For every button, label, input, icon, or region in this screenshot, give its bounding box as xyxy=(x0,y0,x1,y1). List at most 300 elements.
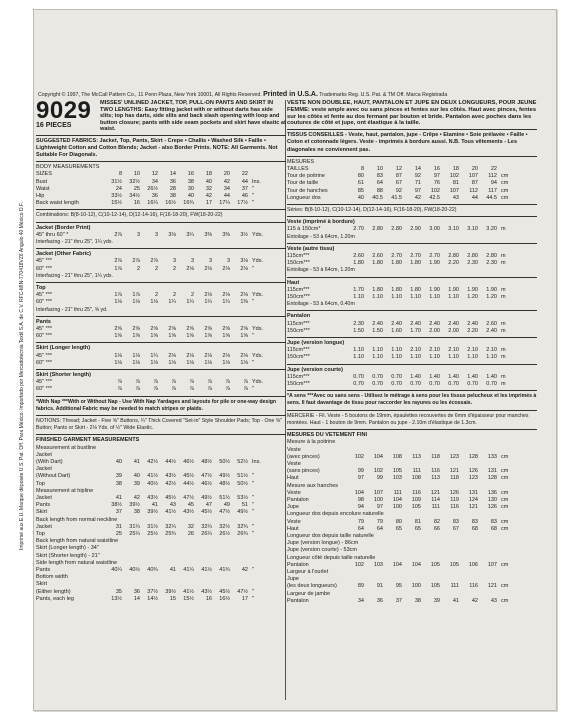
measure-values xyxy=(345,374,497,381)
measure-value: 1¼ xyxy=(204,299,212,306)
measure-values xyxy=(345,260,497,267)
measure-row xyxy=(287,562,537,569)
measure-value: 16½ xyxy=(165,200,176,207)
measure-value: 43 xyxy=(169,502,176,509)
measure-unit: Yds. xyxy=(252,379,264,386)
measure-value: 25½ xyxy=(147,531,158,538)
measure-value: 1.50 xyxy=(372,327,383,334)
measure-value: 126 xyxy=(468,468,478,475)
measure-value: 47½ xyxy=(237,588,248,595)
measure-value: 1.10 xyxy=(353,347,364,354)
measure-values xyxy=(104,292,248,299)
measure-value: 31 xyxy=(115,523,122,530)
measure-value: 39½ xyxy=(129,502,140,509)
measure-value: 43 xyxy=(490,597,497,604)
measure-row xyxy=(287,454,537,461)
measure-values xyxy=(345,195,497,202)
measure-label: 45" *** xyxy=(36,258,53,265)
measure-value: 40½ xyxy=(129,567,140,574)
fabric-section-title: Jupe (version courte) xyxy=(287,366,343,373)
measure-value: 2⅛ xyxy=(168,352,176,359)
measure-value: 16 xyxy=(205,595,212,602)
measure-value: 43 xyxy=(452,194,459,201)
measure-value: 87 xyxy=(395,173,402,180)
measure-value: ⅞ xyxy=(171,386,176,393)
measure-value: 80 xyxy=(395,518,402,525)
measure-value: 2.60 xyxy=(353,253,364,260)
measure-row xyxy=(36,553,286,560)
measure-label: Jacket xyxy=(36,466,52,473)
measure-value: 32½ xyxy=(219,523,230,530)
measure-row xyxy=(36,545,286,552)
measure-value: ⅞ xyxy=(171,379,176,386)
measure-value: 51 xyxy=(241,502,248,509)
measure-value: ⅞ xyxy=(135,379,140,386)
measure-value: 44 xyxy=(223,192,230,199)
measure-values xyxy=(345,354,497,361)
measure-value: 41 xyxy=(151,502,158,509)
measure-value: 3 xyxy=(226,258,230,265)
measure-value: 2⅛ xyxy=(222,292,230,299)
measure-label: Jupe (version courte) - 53cm xyxy=(287,547,357,554)
measure-value: 49½ xyxy=(237,509,248,516)
measure-value: 43½ xyxy=(165,473,176,480)
measure-unit: m xyxy=(501,320,506,327)
measure-row xyxy=(36,517,286,524)
measure-label: Veste xyxy=(287,489,301,496)
measure-value: 79 xyxy=(357,518,364,525)
measure-unit: " xyxy=(252,386,254,393)
measure-value: 2.70 xyxy=(391,253,402,260)
measure-label: 115cm*** xyxy=(287,373,310,380)
measure-label: Measurement at bustline xyxy=(36,444,97,451)
measure-values xyxy=(345,526,497,533)
measure-label: (les deux longueurs) xyxy=(287,583,337,590)
measure-label: Pantalon xyxy=(287,597,309,604)
measure-value: 99 xyxy=(357,468,364,475)
measure-value: 42 xyxy=(223,178,230,185)
measure-value: 3.20 xyxy=(486,226,497,233)
measure-unit: Yds. xyxy=(252,292,264,299)
measure-value: 123 xyxy=(468,475,478,482)
measure-value: 2.10 xyxy=(410,347,421,354)
measure-value: 121 xyxy=(449,468,459,475)
measure-value: 1.10 xyxy=(391,354,402,361)
size-value: 22 xyxy=(490,166,497,172)
measure-value: 42 xyxy=(133,495,140,502)
measure-value: 36 xyxy=(376,597,383,604)
measure-value: 3⅜ xyxy=(222,231,230,238)
tailles-row: TAILLES 8 10 12 14 16 18 20 22 xyxy=(287,166,497,172)
measure-row xyxy=(287,461,537,468)
measure-row xyxy=(36,333,286,340)
measure-value: ⅞ xyxy=(207,386,212,393)
measure-label: Jacket xyxy=(36,451,52,458)
measure-value: 117 xyxy=(488,187,497,194)
measure-value: 41 xyxy=(169,567,176,574)
measure-unit: " xyxy=(252,595,254,602)
measure-value: 1.10 xyxy=(448,354,459,361)
measure-unit: cm xyxy=(501,561,509,568)
size-value: 12 xyxy=(395,166,402,172)
measure-values xyxy=(345,468,497,475)
measure-value: 106 xyxy=(468,561,478,568)
measure-value: 1.10 xyxy=(353,354,364,361)
combinations: Combinations: B(8-10-12), C(10-12-14), D(12-14-16), F(16-18-20), FW(18-20-22) xyxy=(36,212,223,219)
measure-value: 16½ xyxy=(219,595,230,602)
measure-value: 44 xyxy=(241,178,248,185)
measure-value: 46 xyxy=(241,192,248,199)
measure-value: 1⅝ xyxy=(240,333,248,340)
measure-value: 123 xyxy=(449,453,459,460)
measure-label: Mesure à la poitrine xyxy=(287,439,336,446)
measure-value: 107 xyxy=(373,489,383,496)
notions: NOTIONS: Thread; Jacket - Five ⅝" Buttons, ¼" Thick Covered "Set-in" Style Shoulder Pads; Top - One ⅝" Button; Pants or Skirt - 2⅛ Yds. of ½" Wide Elastic. xyxy=(36,418,282,432)
measure-unit: cm xyxy=(501,496,509,503)
measure-value: 2.80 xyxy=(391,226,402,233)
measure-value: 102 xyxy=(430,187,440,194)
measure-row xyxy=(287,569,537,576)
sizes-row: SIZES 8 10 12 14 16 18 20 22 xyxy=(36,171,248,178)
measure-value: 136 xyxy=(487,489,497,496)
measure-value: 15½ xyxy=(183,595,194,602)
measure-value: 133 xyxy=(487,453,497,460)
measure-value: 0.70 xyxy=(353,373,364,380)
measure-value: 3 xyxy=(190,258,194,265)
measure-value: 76 xyxy=(433,180,440,187)
size-value: 16 xyxy=(433,166,440,172)
measure-value: 16 xyxy=(133,200,140,207)
measure-value: 14 xyxy=(133,595,140,602)
measure-value: 1.90 xyxy=(467,286,478,293)
measure-value: 1.90 xyxy=(486,286,497,293)
measure-values xyxy=(104,459,248,466)
measure-value: 1⅝ xyxy=(222,333,230,340)
measure-value: 2⅝ xyxy=(114,325,122,332)
measure-unit: " xyxy=(252,200,254,207)
measure-label: Skirt xyxy=(36,509,47,516)
measure-row xyxy=(287,519,537,526)
measure-value: 102 xyxy=(449,173,459,180)
measure-label: 150cm*** xyxy=(287,327,310,334)
measure-value: 0.70 xyxy=(448,381,459,388)
measure-values xyxy=(104,200,248,207)
measure-unit: " xyxy=(252,588,254,595)
measure-value: 104 xyxy=(411,561,421,568)
measure-label: 45" *** xyxy=(36,292,53,299)
measure-row xyxy=(36,509,286,516)
measure-row xyxy=(287,374,537,381)
measure-value: 1⅛ xyxy=(150,299,158,306)
measure-value: 26¼ xyxy=(201,531,212,538)
measure-label: Side length from natural waistline xyxy=(36,559,118,566)
fabric-section-title: Skirt (Shorter length) xyxy=(36,371,92,378)
measure-value: 37 xyxy=(241,185,248,192)
measure-unit: m xyxy=(501,226,506,233)
fabric-section-title: Veste (imprimé à bordure) xyxy=(287,219,355,226)
measure-value: 3¼ xyxy=(186,231,194,238)
measure-value: 1.40 xyxy=(486,373,497,380)
measure-unit: m xyxy=(501,327,506,334)
measure-value: 1⅜ xyxy=(240,299,248,306)
measure-value: 2⅞ xyxy=(150,258,158,265)
measure-unit: Yds. xyxy=(252,231,264,238)
measure-values xyxy=(104,473,248,480)
measure-value: 1.70 xyxy=(353,286,364,293)
measure-value: 1.70 xyxy=(410,327,421,334)
measure-value: 45 xyxy=(187,502,194,509)
measure-value: 34 xyxy=(357,597,364,604)
measure-row xyxy=(287,287,537,294)
interfacing-note: Interfacing - 21" thru 25", ⅝ yd. xyxy=(36,306,108,313)
measure-value: 128 xyxy=(468,453,478,460)
measure-value: 107 xyxy=(487,561,497,568)
measure-value: 40 xyxy=(133,473,140,480)
measure-row xyxy=(287,591,537,598)
measure-value: 94 xyxy=(490,180,497,187)
measure-value: 43½ xyxy=(201,588,212,595)
measure-row xyxy=(287,294,537,301)
size-value: 10 xyxy=(376,166,383,172)
measure-value: 15 xyxy=(169,595,176,602)
measure-value: 3 xyxy=(136,231,140,238)
measure-value: 2⅛ xyxy=(204,292,212,299)
measure-row xyxy=(36,560,286,567)
measure-values xyxy=(104,509,248,516)
fabric-section-title: Skirt (Longer length) xyxy=(36,345,91,352)
measure-value: ⅞ xyxy=(153,379,158,386)
measure-value: 105 xyxy=(392,468,402,475)
measure-value: 88 xyxy=(376,187,383,194)
measure-label: Veste xyxy=(287,518,301,525)
measure-value: 2.10 xyxy=(448,347,459,354)
measure-value: 2⅝ xyxy=(150,325,158,332)
measure-unit: cm xyxy=(501,453,509,460)
measure-value: 26¾ xyxy=(237,531,248,538)
measure-value: 1.80 xyxy=(410,260,421,267)
measure-value: 97 xyxy=(376,504,383,511)
measure-values xyxy=(345,287,497,294)
measure-value: 42½ xyxy=(165,480,176,487)
measure-value: 108 xyxy=(392,453,402,460)
measure-value: 1.10 xyxy=(372,294,383,301)
measure-row xyxy=(36,531,286,538)
measure-label: 115cm*** xyxy=(287,286,310,293)
measure-unit: " xyxy=(252,185,254,192)
measure-value: 87 xyxy=(471,180,478,187)
measure-values xyxy=(345,519,497,526)
measure-value: 1⅛ xyxy=(132,359,140,366)
measure-row xyxy=(287,475,537,482)
measure-label: Waist xyxy=(36,185,50,192)
measure-label: 45" *** xyxy=(36,352,53,359)
measure-value: 32¼ xyxy=(165,523,176,530)
measure-value: 1.40 xyxy=(448,373,459,380)
measure-value: 2.40 xyxy=(429,320,440,327)
measure-value: 15½ xyxy=(111,200,122,207)
measure-value: 49 xyxy=(223,502,230,509)
measure-value: 121 xyxy=(430,489,440,496)
size-value: 18 xyxy=(205,171,212,178)
measure-value: 68 xyxy=(490,525,497,532)
measure-value: 1.10 xyxy=(410,354,421,361)
measure-value: 46½ xyxy=(183,459,194,466)
measure-value: 1.40 xyxy=(429,373,440,380)
measure-values xyxy=(345,381,497,388)
measure-unit: Yds. xyxy=(252,258,264,265)
measure-values xyxy=(104,353,248,360)
measure-value: 2.80 xyxy=(372,226,383,233)
measure-values xyxy=(104,193,248,200)
measure-value: 116 xyxy=(469,583,478,590)
measure-value: 13½ xyxy=(111,595,122,602)
measure-value: 2⅞ xyxy=(132,258,140,265)
measure-value: 2.00 xyxy=(429,327,440,334)
size-value: 8 xyxy=(360,166,364,172)
measure-value: 1⅞ xyxy=(114,292,122,299)
measure-value: ⅞ xyxy=(225,379,230,386)
fabric-section-title: Top xyxy=(36,284,46,291)
size-value: 8 xyxy=(118,171,122,178)
measure-value: 116 xyxy=(431,468,440,475)
measure-value: 44.5 xyxy=(486,194,497,201)
measure-value: 14½ xyxy=(147,595,158,602)
measure-value: 1.80 xyxy=(391,286,402,293)
measure-value: 3.10 xyxy=(448,226,459,233)
measure-unit: cm xyxy=(501,194,509,201)
measure-row xyxy=(36,200,286,207)
measure-value: 49½ xyxy=(219,473,230,480)
measure-unit: " xyxy=(252,473,254,480)
measure-value: 40 xyxy=(115,459,122,466)
measure-value: 38 xyxy=(133,509,140,516)
measure-value: 97 xyxy=(357,475,364,482)
measure-value: 40 xyxy=(187,192,194,199)
mercerie: MERCERIE - Fil. Veste - 5 boutons de 19mm, épaulettes recouvertes de 6mm d'épaisseur pour manches montées. Haut - 1 bouton de 9mm. Pantalon ou jupe - 2.10m d'élastique de 1.3cm. xyxy=(287,412,529,426)
measure-value: ⅞ xyxy=(135,386,140,393)
measure-label: Bottom width xyxy=(36,574,68,581)
measure-value: 0.70 xyxy=(353,381,364,388)
measure-value: 2⅞ xyxy=(114,231,122,238)
measure-row xyxy=(287,328,537,335)
measure-value: 2⅛ xyxy=(186,352,194,359)
measure-unit: " xyxy=(252,495,254,502)
measure-label: 45" thru 60" * xyxy=(36,231,69,238)
measure-row xyxy=(287,533,537,540)
measure-value: 1⅝ xyxy=(150,333,158,340)
measure-value: 107 xyxy=(468,173,478,180)
measure-label: Haut xyxy=(287,475,299,482)
measure-value: 1.10 xyxy=(467,354,478,361)
measure-value: 2⅝ xyxy=(222,325,230,332)
measure-row xyxy=(287,180,537,187)
measure-value: 50½ xyxy=(237,480,248,487)
measure-value: 97 xyxy=(414,187,421,194)
measure-unit: " xyxy=(252,299,254,306)
measure-value: 85 xyxy=(357,187,364,194)
measure-value: 34 xyxy=(223,185,230,192)
measure-value: 64 xyxy=(376,525,383,532)
measure-value: 2.80 xyxy=(486,253,497,260)
measure-value: 28 xyxy=(169,185,176,192)
measure-value: 104 xyxy=(392,496,402,503)
measure-unit: " xyxy=(252,567,254,574)
measure-value: 1.20 xyxy=(486,294,497,301)
measure-value: 92 xyxy=(414,173,421,180)
measure-value: 2.40 xyxy=(467,320,478,327)
measure-value: 102 xyxy=(373,468,383,475)
measure-value: 102 xyxy=(354,453,364,460)
tissus-conseilles: TISSUS CONSEILLES - Veste, haut, pantalon, jupe - Crêpe • Etamine • Soie prélavée • Faille • Coton et cotonnade légers. Veste - imprimés à bordure aussi. N.B. Tous vêtements - Les diagonales ne conviennent pas. xyxy=(287,132,528,153)
measure-unit: cm xyxy=(501,180,509,187)
measure-row xyxy=(36,179,286,186)
interfacing-note: Entoilage - 53 à 64cm, 0.40m xyxy=(287,301,355,308)
measure-value: 100 xyxy=(392,504,402,511)
measure-value: 1⅛ xyxy=(204,359,212,366)
measure-value: 0.70 xyxy=(372,373,383,380)
measure-value: 38½ xyxy=(111,502,122,509)
measure-value: 2.30 xyxy=(353,320,364,327)
measure-value: 39½ xyxy=(165,588,176,595)
measure-unit: m xyxy=(501,294,506,301)
measure-label: (Without Dart) xyxy=(36,473,71,480)
measure-row xyxy=(36,538,286,545)
measure-unit: m xyxy=(501,286,506,293)
measure-label: Back length from natural waistline xyxy=(36,538,119,545)
measure-values xyxy=(345,347,497,354)
size-value: 16 xyxy=(187,171,194,178)
measure-row xyxy=(36,258,286,265)
measure-value: 41½ xyxy=(165,509,176,516)
measure-label: Largeur à l'ourlet xyxy=(287,568,329,575)
fabric-section-title: Haut xyxy=(287,279,300,286)
measure-value: 1⅞ xyxy=(132,292,140,299)
measure-value: 1.20 xyxy=(467,294,478,301)
measure-value: 1.60 xyxy=(391,327,402,334)
measure-label: Jupe (version longue) - 86cm xyxy=(287,540,359,547)
measure-label: Jacket xyxy=(36,523,52,530)
measure-value: 111 xyxy=(431,504,440,511)
measure-value: 36 xyxy=(133,588,140,595)
measure-values xyxy=(104,386,248,393)
measure-row xyxy=(287,540,537,547)
measure-values xyxy=(345,294,497,301)
measure-row xyxy=(36,524,286,531)
measure-value: ⅞ xyxy=(207,379,212,386)
measure-row xyxy=(287,504,537,511)
measure-label: Veste xyxy=(287,460,301,467)
measure-value: 1.10 xyxy=(353,294,364,301)
measure-value: 38 xyxy=(187,178,194,185)
measure-label: Mesure aux hanches xyxy=(287,482,339,489)
measure-value: 41½ xyxy=(183,588,194,595)
measure-value: 3 xyxy=(172,258,176,265)
measure-value: 42½ xyxy=(147,459,158,466)
measure-value: 30 xyxy=(187,185,194,192)
measure-row xyxy=(36,459,286,466)
measure-values xyxy=(104,531,248,538)
measure-label: Top xyxy=(36,480,45,487)
measure-row xyxy=(287,526,537,533)
measure-value: 44 xyxy=(471,194,478,201)
measure-label: Largeur de jambe xyxy=(287,590,331,597)
measure-value: 83 xyxy=(376,173,383,180)
measure-unit: m xyxy=(501,253,506,260)
measure-label: Tour de poitrine xyxy=(287,173,325,180)
measure-value: 41.5 xyxy=(391,194,402,201)
measure-value: 39 xyxy=(115,473,122,480)
measure-value: ⅞ xyxy=(243,386,248,393)
